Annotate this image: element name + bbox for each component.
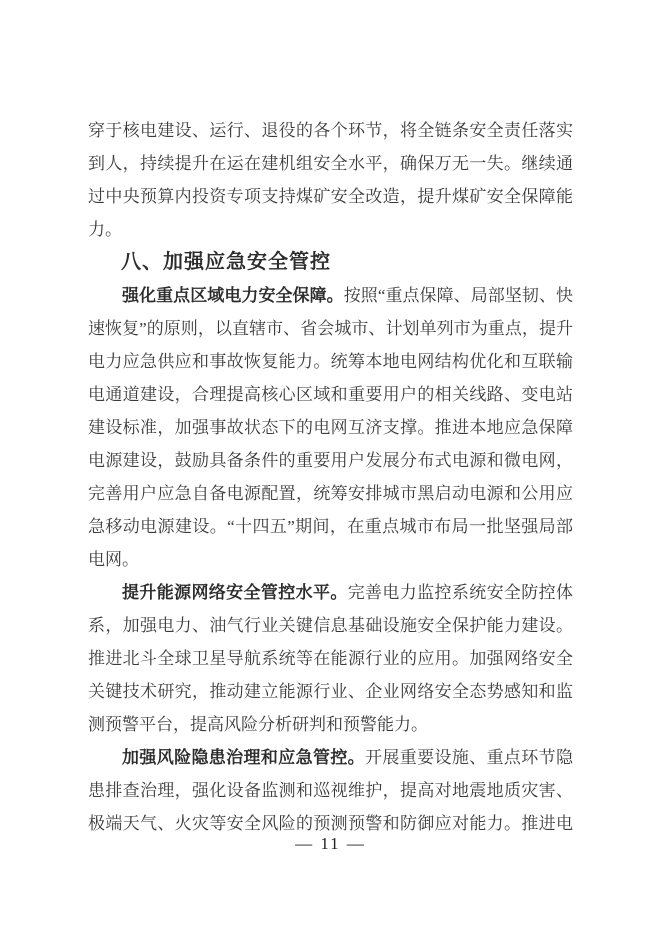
document-body bbox=[88, 114, 573, 840]
text-segment: 电源建设，鼓励具备条件的重要用户发展分布式电源和微电网， bbox=[88, 451, 573, 470]
text-segment: 开展重要设施、重点环节隐 bbox=[365, 748, 574, 767]
text-line bbox=[88, 147, 573, 180]
text-line bbox=[88, 510, 573, 543]
text-line bbox=[88, 675, 573, 708]
lead-phrase: 加强风险隐患治理和应急管控。 bbox=[122, 748, 366, 767]
text-line bbox=[88, 114, 573, 147]
text-line bbox=[88, 378, 573, 411]
page-number: — 11 — bbox=[295, 834, 366, 853]
text-line bbox=[88, 180, 573, 213]
text-line bbox=[88, 642, 573, 675]
text-segment: 完善用户应急自备电源配置，统筹安排城市黑启动电源和公用应 bbox=[88, 484, 573, 503]
text-segment: 到人，持续提升在运在建机组安全水平，确保万无一失。继续通 bbox=[88, 154, 573, 173]
text-segment: 建设标准，加强事故状态下的电网互济支撑。推进本地应急保障 bbox=[88, 418, 573, 437]
text-segment: 推进北斗全球卫星导航系统等在能源行业的应用。加强网络安全 bbox=[88, 649, 573, 668]
text-segment: 速恢复”的原则，以直辖市、省会城市、计划单列市为重点，提升 bbox=[88, 319, 573, 338]
text-segment: 按照“重点保障、局部坚韧、快 bbox=[343, 286, 574, 305]
text-segment: 系，加强电力、油气行业关键信息基础设施安全保护能力建设。 bbox=[88, 616, 573, 635]
text-line bbox=[88, 774, 573, 807]
text-segment: 力。 bbox=[88, 220, 122, 239]
text-line bbox=[88, 708, 573, 741]
text-line bbox=[88, 477, 573, 510]
lead-phrase: 提升能源网络安全管控水平。 bbox=[122, 583, 348, 602]
text-line bbox=[88, 609, 573, 642]
section-heading bbox=[88, 246, 573, 279]
text-segment: 电通道建设，合理提高核心区域和重要用户的相关线路、变电站 bbox=[88, 385, 573, 404]
text-line bbox=[88, 213, 573, 246]
lead-phrase: 八、加强应急安全管控 bbox=[121, 251, 331, 273]
lead-phrase: 强化重点区域电力安全保障。 bbox=[122, 286, 344, 305]
text-segment: 完善电力监控系统安全防控体 bbox=[347, 583, 574, 602]
text-line bbox=[88, 741, 573, 774]
text-segment: 关键技术研究，推动建立能源行业、企业网络安全态势感知和监 bbox=[88, 682, 573, 701]
text-segment: 穿于核电建设、运行、退役的各个环节，将全链条安全责任落实 bbox=[88, 121, 573, 140]
text-line bbox=[88, 543, 573, 576]
text-line bbox=[88, 411, 573, 444]
text-segment: 电网。 bbox=[88, 550, 139, 569]
text-segment: 过中央预算内投资专项支持煤矿安全改造，提升煤矿安全保障能 bbox=[88, 187, 573, 206]
text-segment: 极端天气、火灾等安全风险的预测预警和防御应对能力。推进电 bbox=[88, 814, 573, 833]
text-segment: 电力应急供应和事故恢复能力。统筹本地电网结构优化和互联输 bbox=[88, 352, 573, 371]
text-segment: 患排查治理，强化设备监测和巡视维护，提高对地震地质灾害、 bbox=[88, 781, 573, 800]
text-segment: 急移动电源建设。“十四五”期间，在重点城市布局一批坚强局部 bbox=[88, 517, 573, 536]
text-line bbox=[88, 444, 573, 477]
text-line bbox=[88, 279, 573, 312]
text-segment: 测预警平台，提高风险分析研判和预警能力。 bbox=[88, 715, 428, 734]
text-line bbox=[88, 312, 573, 345]
text-line bbox=[88, 576, 573, 609]
text-line bbox=[88, 345, 573, 378]
